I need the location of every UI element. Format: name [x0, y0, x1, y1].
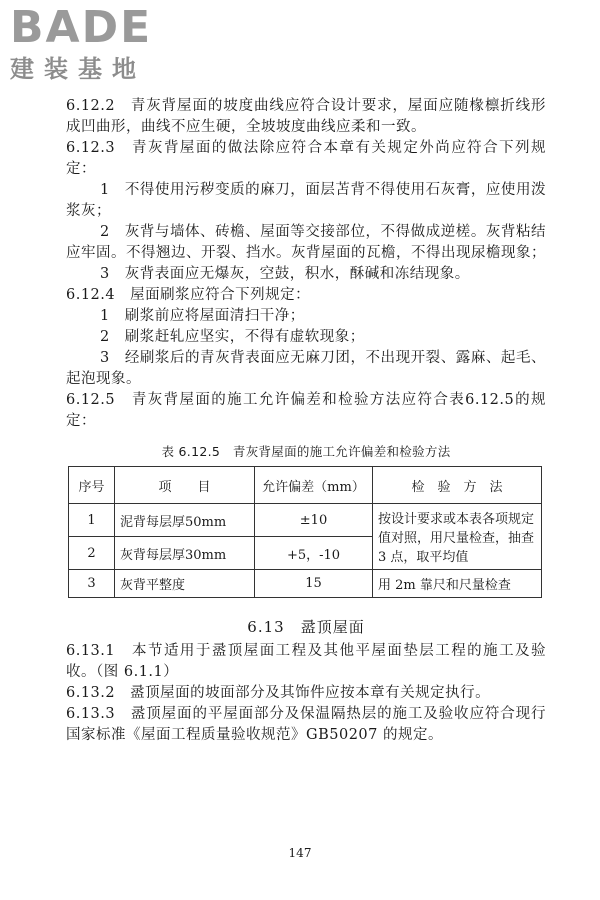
cell-item: 灰背平整度	[115, 570, 255, 598]
header-item: 项 目	[115, 467, 255, 504]
page-number: 147	[288, 846, 312, 860]
paragraph-6-13-2: 6.13.2 盝顶屋面的坡面部分及其饰件应按本章有关规定执行。	[66, 685, 491, 701]
table-row	[69, 570, 542, 598]
page-content	[66, 96, 546, 746]
cell-no: 2	[69, 537, 115, 570]
tolerance-table	[68, 466, 542, 598]
logo-subtitle: 建装基地	[10, 55, 146, 83]
list-item: 3 灰背表面应无爆灰，空鼓，积水，酥碱和冻结现象。	[100, 266, 470, 282]
paragraph-6-12-5: 6.12.5 青灰背屋面的施工允许偏差和检验方法应符合表6.12.5的规定：	[66, 392, 546, 429]
paragraph-6-12-2: 6.12.2 青灰背屋面的坡度曲线应符合设计要求，屋面应随椽檩折线形成凹曲形，曲线不应生硬，全坡坡度曲线应柔和一致。	[66, 98, 546, 135]
cell-method-merged: 按设计要求或本表各项规定值对照，用尺量检查，抽查 3 点，取平均值	[373, 504, 542, 570]
brand-logo	[10, 4, 180, 84]
cell-no: 1	[69, 504, 115, 537]
list-item: 1 刷浆前应将屋面清扫干净；	[100, 308, 305, 324]
table-header-row	[69, 467, 542, 504]
header-tolerance: 允许偏差（mm）	[255, 467, 373, 504]
table-row	[69, 504, 542, 537]
cell-method: 用 2m 靠尺和尺量检查	[373, 570, 542, 598]
table-caption: 表 6.12.5 青灰背屋面的施工允许偏差和检验方法	[161, 444, 451, 459]
cell-item: 灰背每层厚30mm	[115, 537, 255, 570]
cell-tolerance: ±10	[255, 504, 373, 537]
section-title: 6.13 盝顶屋面	[247, 618, 365, 636]
cell-no: 3	[69, 570, 115, 598]
cell-tolerance: +5，-10	[255, 537, 373, 570]
paragraph-6-12-4: 6.12.4 屋面刷浆应符合下列规定：	[66, 287, 311, 303]
paragraph-6-12-3: 6.12.3 青灰背屋面的做法除应符合本章有关规定外尚应符合下列规定：	[66, 140, 546, 177]
paragraph-6-13-1: 6.13.1 本节适用于盝顶屋面工程及其他平屋面垫层工程的施工及验收。（图 6.1.1）	[66, 643, 546, 680]
cell-tolerance: 15	[255, 570, 373, 598]
list-item: 3 经刷浆后的青灰背表面应无麻刀团，不出现开裂、露麻、起毛、起泡现象。	[66, 350, 546, 387]
header-no: 序号	[69, 467, 115, 504]
list-item: 2 刷浆赶轧应坚实，不得有虚软现象；	[100, 329, 365, 345]
list-item: 2 灰背与墙体、砖檐、屋面等交接部位，不得做成逆槎。灰背粘结应牢固。不得翘边、开裂、挡水。灰背屋面的瓦檐，不得出现尿檐现象；	[66, 224, 546, 261]
cell-item: 泥背每层厚50mm	[115, 504, 255, 537]
paragraph-6-13-3: 6.13.3 盝顶屋面的平屋面部分及保温隔热层的施工及验收应符合现行国家标准《屋面工程质量验收规范》GB50207 的规定。	[66, 706, 546, 743]
header-method: 检 验 方 法	[373, 467, 542, 504]
list-item: 1 不得使用污秽变质的麻刀，面层苫背不得使用石灰膏，应使用泼浆灰；	[66, 182, 546, 219]
logo-brand-text: BADE	[10, 2, 153, 53]
